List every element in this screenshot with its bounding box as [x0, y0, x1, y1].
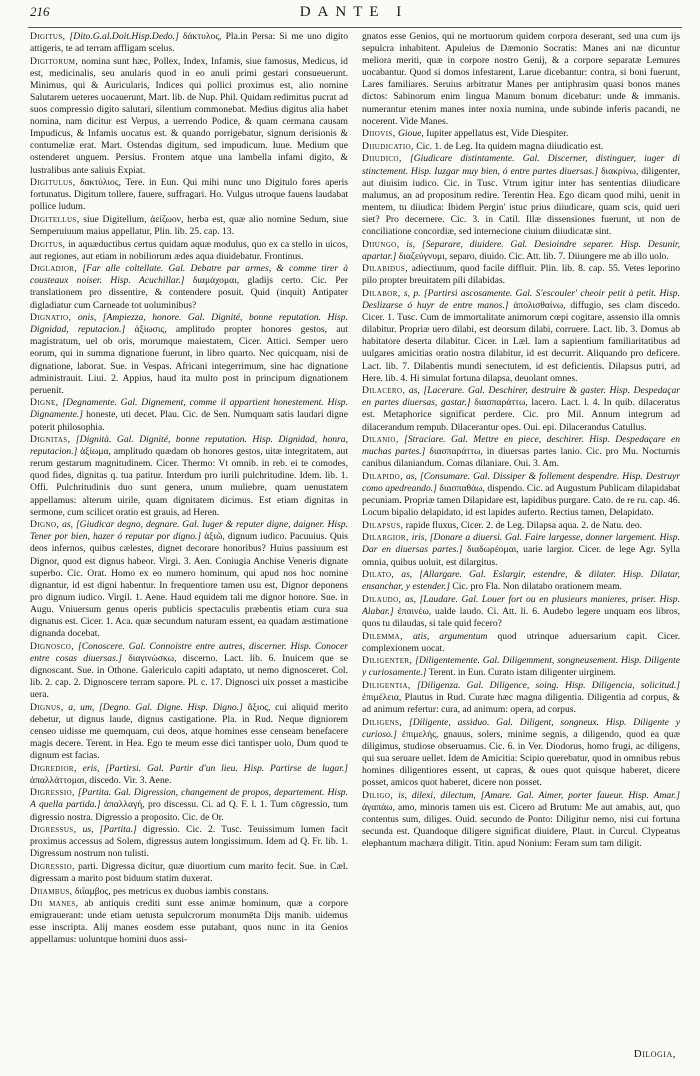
entry-headword: Dilemma,: [362, 630, 403, 642]
entry-gloss: [Diligentemente. Gal. Diligemment, songneusement. Hisp. Diligente y curiosamente.]: [362, 655, 680, 679]
entry-headword: Dilabor,: [362, 287, 401, 299]
entry-gloss: [Conoscere. Gal. Connoistre entre autres, discerner. Hisp. Conocer entre cosas diuersas.]: [30, 640, 348, 664]
left-column: [30, 31, 348, 1043]
entry-text: ἀπολισθαίνω, diffugio, ses clam discedo. Cicer. 1. Tusc. Cum de immortalitate animorum cœpi cogitare, assensio illa omnis dilabitur. Propriæ uero dilabi, est deorsum dilabi, corruere. Lact. lib. 3. Domus ab habitatore deserta dilabitur. Cicer. in Læl. Iam a sapientium familiaritatibus ad uulgares amicitias oratio nostra dilabitur, id est decurrit. Aliquando pro deficere. Lact. lib. 7. Dilabentis mundi senectutem, id est deficientis. Dilapsus putri, ad Here. lib. 4. Hi simulat fortuna dilapsa, deuolant omnes.: [362, 300, 680, 384]
entry-headword: Dii manes,: [30, 898, 79, 910]
entry-headword: Diligo,: [362, 789, 394, 801]
entry-headword: Digitus,: [30, 238, 66, 250]
entry-gloss: eris, [Partirsi. Gal. Partir d'un lieu. Hisp. Partirse de lugar.]: [82, 762, 348, 774]
entry-text: ἄξιος, cui aliquid merito debetur, ut dignus laude, dignus castigatione. Pla. in Rud. Neque digniorem censeo uidisse me quemquam, cui deos, atque homines esse censeam benefacere magis decere. Terent. in Hea. Ego te meum esse dici tantisper uolo, Dum quod te dignum est facias.: [30, 701, 348, 762]
entry-text: Iupiter appellatus est, Vide Diespiter.: [423, 128, 569, 140]
entry-text: ab antiquis crediti sunt esse animæ hominum, quæ a corpore emigrauerant: unde etiam uetusta sepulcrorum monumēta Dijs manib. uidemus esse inscripta. Alij manes eosdem esse putabant, quos nunc in ita Genios appellamus: uoluntque homini duos assi-: [30, 898, 348, 946]
entry-gloss: [Partita. Gal. Digression, changement de propos, departement. Hisp. A quella partida.]: [30, 787, 348, 811]
entry-text: διΐαμβος, pes metricus ex duobus iambis constans.: [74, 885, 269, 897]
entry-headword: Digladior,: [30, 263, 78, 275]
entry-text: rapide fluxus, Cicer. 2. de Leg. Dilapsa aqua. 2. de Natu. deo.: [405, 519, 643, 531]
entry-headword: Dilacero,: [362, 385, 406, 397]
entry-text: ἀπαλλαγή, pro discessu. Ci. ad Q. F. l. 1. Tum cōgressio, tum digressio nostra. Digressio a proposito. Cic. de Or.: [30, 799, 348, 823]
entry-text: ἀξίωμα, amplitudo quædam ob honores gestos, uitæ integritatem, aut rerum gestarum magnitudinem. Cicer. Thermo: Vt omnib. in reb. ei te comodes, quod fides, dignitas q. tua patitur. Interdum pro iurili pulchritudine. Idem. lib. 1. Offi. Pulchritudinis duo sunt genera, unum muliebre, quam uenustatem appellamus: alterum uirile, quam dignitatem dicimus. Est etiam dignitas in sermone, cum scilicet oratio est grauis, ad Heren.: [30, 446, 348, 518]
header-rule: [28, 27, 682, 28]
entry-text: δάκτυλος, Pla.in Persa: Si me uno digito attigeris, te ad terram affligam scelus.: [30, 31, 348, 55]
dictionary-entry: [30, 886, 348, 898]
entry-gloss: onis, [Ampiezza, honore. Gal. Dignité, bonne reputation. Hisp. Dignidad, reputacion.]: [30, 312, 348, 336]
entry-headword: Digressus,: [30, 824, 77, 836]
entry-text: parti. Digressa dicitur, quæ diuortium cum marito fecit. Sue. in Cæl. digressam a marito post biduum statim duxerat.: [30, 860, 348, 884]
dictionary-entry: [362, 471, 680, 519]
entry-text: διασπαθάω, dispendo. Cic. ad Augustum Publicam dilapidabat pecuniam. Propriæ tamen Dilapidare est, lapidibus purgare. Cato. de re ru. cap. 46. Locum bipalio delapidato, id est lapides auferto. Rectius tamen, Delapidato.: [362, 482, 680, 519]
entry-headword: Diiambus,: [30, 885, 73, 897]
entry-gloss: us, [Partita.]: [82, 824, 137, 836]
entry-text: ἐπιμέλεια, Plautus in Rud. Curate hæc magna diligentia. Diligentia ad corpus, & ad animum refertur: cura, ad animum: opera, ad corpus.: [362, 692, 680, 716]
entry-gloss: Gioue,: [397, 128, 424, 140]
entry-gloss: a, um, [Degno. Gal. Digne. Hisp. Digno.]: [68, 701, 243, 713]
entry-headword: Digitus,: [30, 31, 66, 42]
entry-text: gnatos esse Genios, qui ne mortuorum quidem corpora deserant, sed una cum ijs sepulcra inhabitent. Apuleius de Dæmonio Socratis: Manes ani næ dicuntur meliora meriti, quæ in corpore nostro Genij, & a corpore separatæ Lemures uocabantur. Quod si domos infestarent, Larue dicebantur: contra, si boni fuerunt, Lares familiares. Seruius arbitratur Manes per antiphrasim quasi bonos manes dictos: Sabinorum enim lingua Manum bonum dicebatur: unde & immanis. numerantur etenim manes inter noxia numina, unde subinde inferis pacandi, ne nocerent. Vide Manes.: [362, 31, 680, 127]
entry-headword: Digno,: [30, 519, 60, 531]
dictionary-entry: [30, 263, 348, 311]
entry-text: Cic. pro Fla. Non dilatabo orationem meam.: [449, 581, 623, 593]
dictionary-entry: [30, 824, 348, 860]
dictionary-entry: [30, 641, 348, 701]
entry-text: honeste, uti decet. Plau. Cic. de Sen. Numquam satis laudari digne poterit philosophia.: [30, 409, 348, 433]
dictionary-entry: [362, 631, 680, 655]
entry-text: ἀξίωσις, amplitudo propter honores gestos, aut magistratum, uel ob oris, morumque maiestatem, Cicer. Attici. Semper uero eorum, qui in summa dignatione fuerunt, in libro quarto. Nec quicquam, nisi de dignatione, laborat. Sue. in Vespas. Africani integerrimum, sine hac dignatione administrauit. Liui. 2. Appius, haud ita multo post in principum dignationem peruenit.: [30, 324, 348, 396]
entry-gloss: is, dilexi, dilectum, [Amare. Gal. Aimer, porter faueur. Hisp. Amar.]: [398, 789, 680, 801]
entry-gloss: as, [Consumare. Gal. Dissiper & follement despendre. Hisp. Destruyr como apedreando.]: [362, 470, 680, 494]
entry-text: digressio. Cic. 2. Tusc. Teuissimum lumen facit proximus accessus ad Solem, digressus autem longissimum. Idem ad Q. Fr. lib. 1. Digressum nostrum non tulisti.: [30, 824, 348, 860]
dictionary-entry: [30, 702, 348, 762]
entry-headword: Dilapsus,: [362, 519, 404, 531]
entry-headword: Diiudico,: [362, 153, 402, 165]
entry-text: adiectiuum, quod facile diffluit. Plin. lib. 8. cap. 55. Vetes leporino pilo propter breuitatem pili dilabidas.: [362, 263, 680, 287]
entry-text: ἀξιῶ, dignum iudico. Pacuuius. Quis deos infernos, quibus cælestes, dignet decorare honoribus? Huius passiuum est Dignor, quod est dignus habeor. Virgi. 3. Aen. Coniugia Anchise Veneris dignate superbo. Cic. Orat. Homo ex eo numero hominum, qui apud nos hoc nomine dignantur, id est digni habentur. In frequentiore tamen usu est, Dignor deponens pro dignum iudico. Virgil. 1. Aene. Haud equidem tali me dignor honore. Sue. in Augu. Vniuersum genus operis publicis spectaculis præbentis etiam cura sua dignatus est. Cicer. 1. Aca. quæ secundum naturam essent, ea quadam æstimatione dignanda docebat.: [30, 531, 348, 640]
entry-gloss: [Far alle coltellate. Gal. Debatre par armes, & comme tirer à cousteaux noiser. Hisp. Acuchillar.]: [30, 263, 348, 287]
entry-headword: Dignosco,: [30, 640, 75, 652]
entry-text: διαμάχομαι, gladijs certo. Cic. Per translationem pro dissentire, & contendere posuit. Quid (inquit) Antipater digladiatur cum Carneade tot uoluminibus?: [30, 275, 348, 311]
dictionary-entry: [30, 56, 348, 177]
entry-gloss: as, [Lacerare. Gal. Deschirer, destruire & gaster. Hisp. Despedaçar en partes diuersas, gastar.]: [362, 385, 680, 409]
page-number: 216: [30, 4, 50, 19]
dictionary-entry: [362, 153, 680, 238]
entry-headword: Diiudicatio,: [362, 140, 414, 152]
right-column: [362, 31, 680, 1043]
entry-headword: Dilaudo,: [362, 593, 402, 605]
dictionary-entry: [30, 31, 348, 55]
dictionary-entry: [362, 532, 680, 568]
entry-text: ἀγαπάω, amo, minoris tamen uis est. Cicero ad Brutum: Me aut amabis, aut, quo contentus sum, diliges. Ouid. secundo de Ponto: Diligitur nemo, nisi cui fortuna secunda est. Quandoque diligere significat diuidere, Plaut. in Curcul. Clypeatus elephantum machæra diligit. Titin. apud Nonium: Feram sum tam diligit.: [362, 801, 680, 850]
entry-headword: Digredior,: [30, 762, 77, 774]
entry-text: in aquæductibus certus quidam aquæ modulus, quo ex ca stello in uicos, aut regiones, aut etiam in nobiliorum ædes aqua diuidebatur. Frontinus.: [30, 238, 348, 262]
dictionary-entry: [362, 263, 680, 287]
entry-gloss: s, p. [Partirsi ascosamente. Gal. S'escouler' cheoir petit à petit. Hisp. Deslizarse ó huyr de entre manos.]: [362, 287, 680, 312]
dictionary-entry: [30, 434, 348, 519]
dictionary-entry: [362, 385, 680, 433]
entry-headword: Digne,: [30, 397, 59, 409]
dictionary-entry: [362, 520, 680, 532]
entry-gloss: [Degnamente. Gal. Dignement, comme il appartient honestement. Hisp. Dignamente.]: [30, 397, 348, 421]
running-head: DANTE I: [299, 4, 409, 20]
entry-headword: Dilargior,: [362, 532, 409, 544]
entry-text: διασπαράττω, lacero. Lact. l. 4. In quib. dilaceratus est. Metaphorice significat perdere. Cic. pro Mil. Annum integrum ad dilacerandum rempub. Dilacerantur opes. Oui. epi. Dilacerandus Catullus.: [362, 397, 680, 433]
dictionary-entry: [30, 239, 348, 263]
entry-headword: Dignitas,: [30, 434, 71, 446]
dictionary-entry: [362, 680, 680, 716]
entry-gloss: as, [Laudare. Gal. Louer fort ou en plusieurs manieres, priser. Hisp. Alabar.]: [362, 593, 680, 617]
dictionary-entry: [362, 790, 680, 850]
entry-headword: Digitellus,: [30, 213, 80, 225]
entry-text: διακρίνω, diligenter, aut diuisim iudico. Cic. in Tusc. Vtrum igitur inter has sententias diiudicare malumus, an ad propositum redire. Terentin Hea. Ego dicam quod mihi, uenit in mentem, tu diiudica: Ibidem Pergin' istuc prius diiudicare, quam scis, quid ueri siet? Pro decernere. Cic. 3. in Catil. Illæ dissensiones fuerunt, ut non de conciliatione concordiæ, sed internecione ciuium diiudicatæ sint.: [362, 165, 680, 237]
entry-text: ἐπαινέω, ualde laudo. Ci. Att. li. 6. Audebo legere unquam eos libros, quos tu dilaudas, si tale quid fecero?: [362, 605, 680, 629]
dictionary-entry: [362, 594, 680, 630]
entry-headword: Diiovis,: [362, 128, 396, 140]
entry-headword: Diligenter,: [362, 655, 413, 667]
dictionary-entry: [30, 177, 348, 213]
entry-text: διαγινώσκω, discerno. Lact. lib. 6. Inuicem que se dignoscant. Sue. in Othone. Galericulo capiti adaptato, ut nemo dignosceret. Col. lib. 2. cap. 2. Dignoscere terram sapore. Pl. c. 17. Dignosci uix posset a masticibe uera.: [30, 652, 348, 701]
entry-text: siue Digitellum, ἀείζωον, herba est, quæ alio nomine Sedum, siue Semperuiuum maius appellatur, Plin. lib. 25. cap. 13.: [30, 213, 348, 237]
entry-gloss: as, [Allargare. Gal. Eslargir, estendre, & dilater. Hisp. Dilatar, ensanchar, y estender.]: [362, 569, 680, 593]
dictionary-entry: [30, 397, 348, 433]
entry-text: Cic. 1. de Leg. Ita quidem magna diiudicatio est.: [416, 140, 604, 152]
entry-gloss: atis, argumentum: [412, 630, 488, 642]
entry-gloss: [Diligente, assiduo. Gal. Diligent, songneux. Hisp. Diligente y curioso.]: [362, 716, 680, 740]
dictionary-entry: [30, 214, 348, 238]
entry-headword: Digitulus,: [30, 177, 76, 189]
dictionary-entry: [362, 655, 680, 679]
dictionary-entry: [362, 31, 680, 128]
entry-headword: Dilanio,: [362, 434, 399, 446]
entry-text: ἐπιμελής, gnauus, solers, minime segnis, a diligendo, quod ea quæ diligimus, studiose obseruamus. Cic. 6. in Ver. Diodorus, homo frugi, ac diligens, qui sua seruare uellet. Idem de Amicitia: Scipio querebatur, quod in omnibus rebus homines diligentiores essent, ut capras, & oues quot quisque haberet, dicere posset, amicos quot haberet, dicere non posset.: [362, 728, 680, 789]
entry-text: nomina sunt hæc, Pollex, Index, Infamis, siue famosus, Medicus, id est, medicinalis, seu anularis quod in eo anuli primi gestari consueuerunt. Minimus, qui & Auricularis, Indices qui pollici proximus est, alio nomine Salutarem ueteres uocauerunt, Mart. lib. de Nup. Phil. Quidam redimitus pucrat ad suos compressio digito salutari, silentium commonebat. Medius digitus alia habet nomina, nam dicitur est Verpus, a uerrendo Podice, & quam cermana causam Impudicus, & Infamis uocatus est. & quando porrigebatur, signum derisionis & contumeliæ erat. Mart. Ostendas digitum, sed impudicum. Iuue. Medium que ostenderet unguem. Persius. Frontem atque una lambella infami digito, & lustralibus ante saliuis Expiat.: [30, 55, 348, 176]
page-header: [30, 4, 678, 26]
entry-gloss: [Straciare. Gal. Mettre en piece, deschirer. Hisp. Despedaçare en muchas partes.]: [362, 434, 680, 458]
entry-headword: Digressio,: [30, 860, 75, 872]
entry-headword: Diligentia,: [362, 679, 411, 691]
dictionary-entry: [362, 288, 680, 385]
dictionary-entry: [362, 717, 680, 790]
entry-headword: Diiungo,: [362, 238, 400, 250]
dictionary-entry: [362, 569, 680, 593]
entry-gloss: [Diligenza. Gal. Diligence, soing. Hisp. Diligencia, solicitud.]: [416, 679, 680, 691]
entry-headword: Dilato,: [362, 569, 395, 581]
dictionary-entry: [30, 312, 348, 397]
entry-headword: Dignus,: [30, 701, 64, 713]
entry-headword: Dilapido,: [362, 470, 403, 482]
entry-headword: Dilabidus,: [362, 263, 408, 275]
dictionary-entry: [362, 141, 680, 153]
entry-headword: Digressio,: [30, 787, 75, 799]
entry-text: quod utrinque aduersarium capit. Cicer. complexionem uocat.: [362, 630, 680, 654]
dictionary-entry: [362, 239, 680, 263]
entry-headword: Digitorum,: [30, 55, 79, 67]
entry-gloss: [Giudicare distintamente. Gal. Discerner, distinguer, iuger di stinctement. Hisp. Iuzgar muy bien, ó entre partes diuersas.]: [362, 153, 680, 177]
entry-gloss: iris, [Donare a diuersi. Gal. Faire largesse, donner largement. Hisp. Dar en diuersas partes.]: [362, 532, 680, 556]
catchword: Dilogia,: [633, 1048, 676, 1060]
entry-gloss: is, [Separare, diuidere. Gal. Desioindre separer. Hisp. Desunir, apartar.]: [362, 238, 680, 262]
entry-text: δακτύλιος, Tere. in Eun. Qui mihi nunc uno Digitulo fores aperis fortunatus. Digitum tollere, fauere, suffragari. Ho. Vulgus utroque fauens laudabat pollice ludum.: [30, 177, 348, 213]
entry-text: Terent. in Eun. Curato istam diligenter uirginem.: [426, 667, 616, 679]
dictionary-entry: [30, 763, 348, 787]
dictionary-entry: [362, 434, 680, 470]
entry-text: διαδωρέομαι, uarie largior. Cicer. de lege Agr. Sylla omnia, quibus uoluit, est dilargitus.: [362, 544, 680, 568]
entry-gloss: as, [Giudicar degno, degnare. Gal. Iuger & reputer digne, daigner. Hisp. Tener por bien, hazer ó reputar por digno.]: [30, 519, 348, 543]
dictionary-entry: [30, 519, 348, 640]
dictionary-entry: [30, 898, 348, 946]
entry-headword: Dignatio,: [30, 312, 72, 324]
entry-headword: Diligens,: [362, 716, 403, 728]
entry-text: διασπαράττω, in diuersas partes lanio. Cic. pro Mu. Nocturnis canibus dilaniandum. Comas dilaniare. Oui. 3. Am.: [362, 446, 680, 470]
dictionary-entry: [30, 861, 348, 885]
dictionary-entry: [362, 128, 680, 140]
dictionary-entry: [30, 787, 348, 823]
entry-gloss: [Dito.G.al.Doit.Hisp.Dedo.]: [69, 31, 179, 42]
entry-gloss: [Dignità. Gal. Dignité, bonne reputation. Hisp. Dignidad, honra, reputacion.]: [30, 434, 348, 458]
entry-text: ἀπαλλάττομαι, discedo. Vir. 3. Aene.: [30, 774, 172, 786]
entry-text: διαζεύγνυμι, separo, diuido. Cic. Att. lib. 7. Diiungere me ab illo uolo.: [396, 250, 669, 262]
